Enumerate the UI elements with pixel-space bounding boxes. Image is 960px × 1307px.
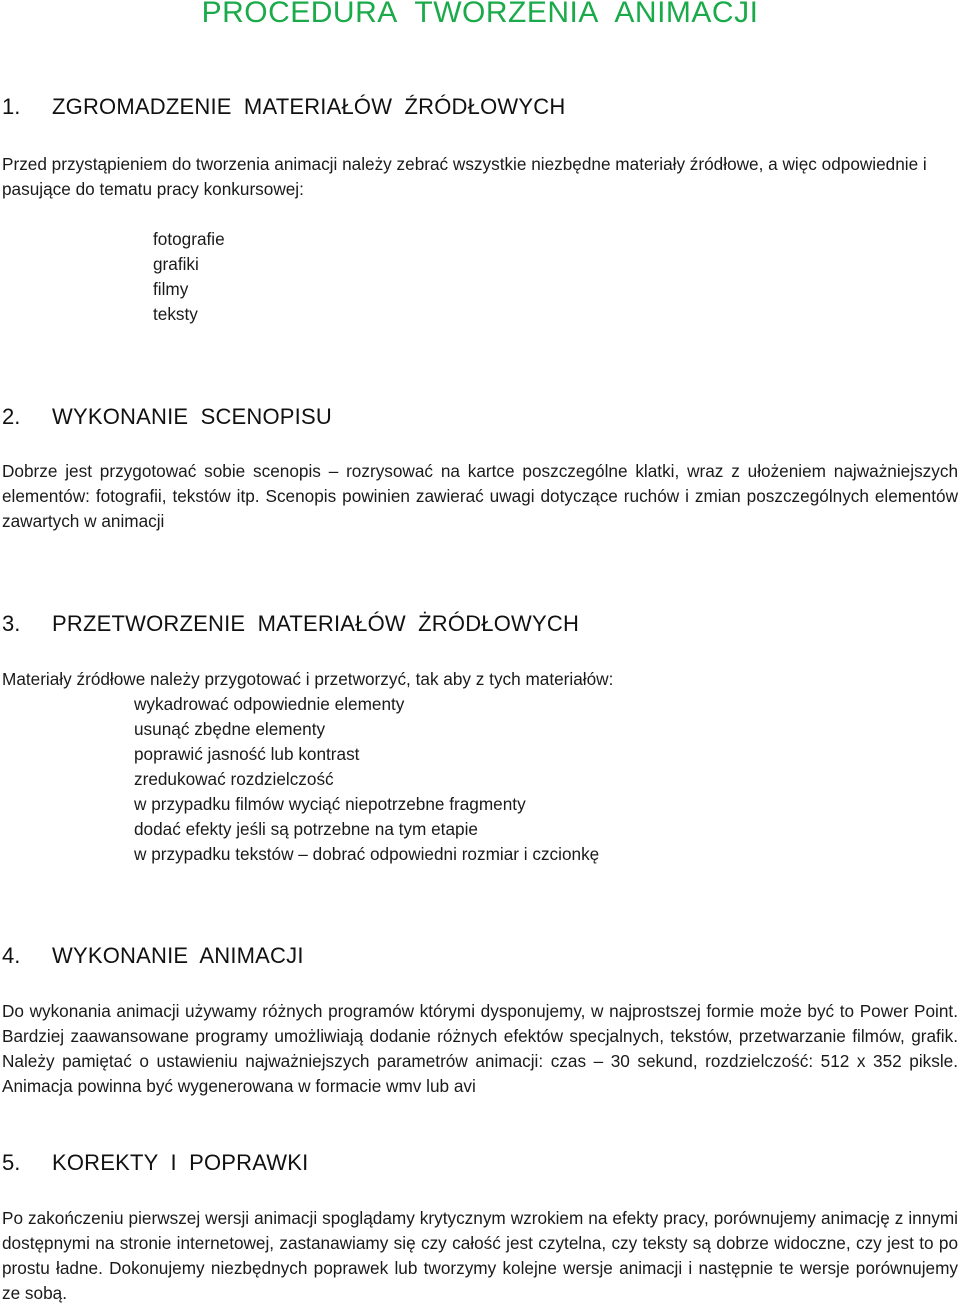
section-5-heading: [2, 1150, 308, 1176]
section-heading-text: WYKONANIE SCENOPISU: [52, 404, 332, 429]
section-heading-text: PRZETWORZENIE MATERIAŁÓW ŻRÓDŁOWYCH: [52, 611, 580, 636]
section-1-paragraph: Przed przystąpieniem do tworzenia animacji należy zebrać wszystkie niezbędne materiały źródłowe, a więc odpowiednie i pasujące do tematu pracy konkursowej:: [2, 154, 927, 199]
list-item: grafiki: [153, 254, 199, 274]
list-item: wykadrować odpowiednie elementy: [134, 694, 405, 714]
section-3-heading: [2, 611, 579, 637]
section-heading-text: ZGROMADZENIE MATERIAŁÓW ŹRÓDŁOWYCH: [52, 94, 566, 119]
section-4-paragraph: Do wykonania animacji używamy różnych programów którymi dysponujemy, w najprostszej formie może być to Power Point. Bardziej zaawansowane programy umożliwiają dodanie różnych efektów specjalnych, tekstów, przetwarzanie filmów, grafik. Należy pamiętać o ustawieniu najważniejszych parametrów animacji: czas – 30 sekund, rozdzielczość: 512 x 352 piksle. Animacja powinna być wygenerowana w formacie wmv lub avi: [2, 1001, 958, 1096]
section-2-paragraph: Dobrze jest przygotować sobie scenopis – rozrysować na kartce poszczególne klatki, wraz z ułożeniem najważniejszych elementów: fotografii, tekstów itp. Scenopis powinien zawierać uwagi dotyczące ruchów i zmian poszczególnych elementów zawartych w animacji: [2, 461, 958, 531]
section-number: 4.: [2, 943, 21, 968]
list-item: w przypadku tekstów – dobrać odpowiedni rozmiar i czcionkę: [134, 844, 600, 864]
list-item: filmy: [153, 279, 189, 299]
section-number: 5.: [2, 1150, 21, 1175]
list-item: dodać efekty jeśli są potrzebne na tym etapie: [134, 819, 478, 839]
list-item: usunąć zbędne elementy: [134, 719, 326, 739]
section-number: 1.: [2, 94, 21, 119]
section-number: 2.: [2, 404, 21, 429]
section-4-heading: [2, 943, 304, 969]
list-item: w przypadku filmów wyciąć niepotrzebne fragmenty: [134, 794, 526, 814]
section-2-heading: [2, 404, 332, 430]
list-item: zredukować rozdzielczość: [134, 769, 334, 789]
source-materials-list: [153, 227, 225, 327]
section-heading-text: KOREKTY I POPRAWKI: [52, 1150, 309, 1175]
document-title: PROCEDURA TWORZENIA ANIMACJI: [201, 0, 759, 29]
list-item: fotografie: [153, 229, 225, 249]
list-item: teksty: [153, 304, 198, 324]
section-3-paragraph: Materiały źródłowe należy przygotować i przetworzyć, tak aby z tych materiałów:: [2, 669, 614, 689]
section-heading-text: WYKONANIE ANIMACJI: [52, 943, 304, 968]
section-number: 3.: [2, 611, 21, 636]
list-item: poprawić jasność lub kontrast: [134, 744, 360, 764]
processing-steps-list: [134, 692, 599, 867]
section-5-paragraph: Po zakończeniu pierwszej wersji animacji spoglądamy krytycznym wzrokiem na efekty pracy, porównujemy animację z innymi dostępnymi na stronie internetowej, zastanawiamy się czy całość jest czytelna, czy teksty są dobrze widoczne, czy jest to po prostu ładne. Dokonujemy niezbędnych poprawek lub tworzymy kolejne wersje animacji i następnie te wersje porównujemy ze sobą.: [2, 1208, 958, 1303]
section-1-heading: [2, 94, 565, 120]
